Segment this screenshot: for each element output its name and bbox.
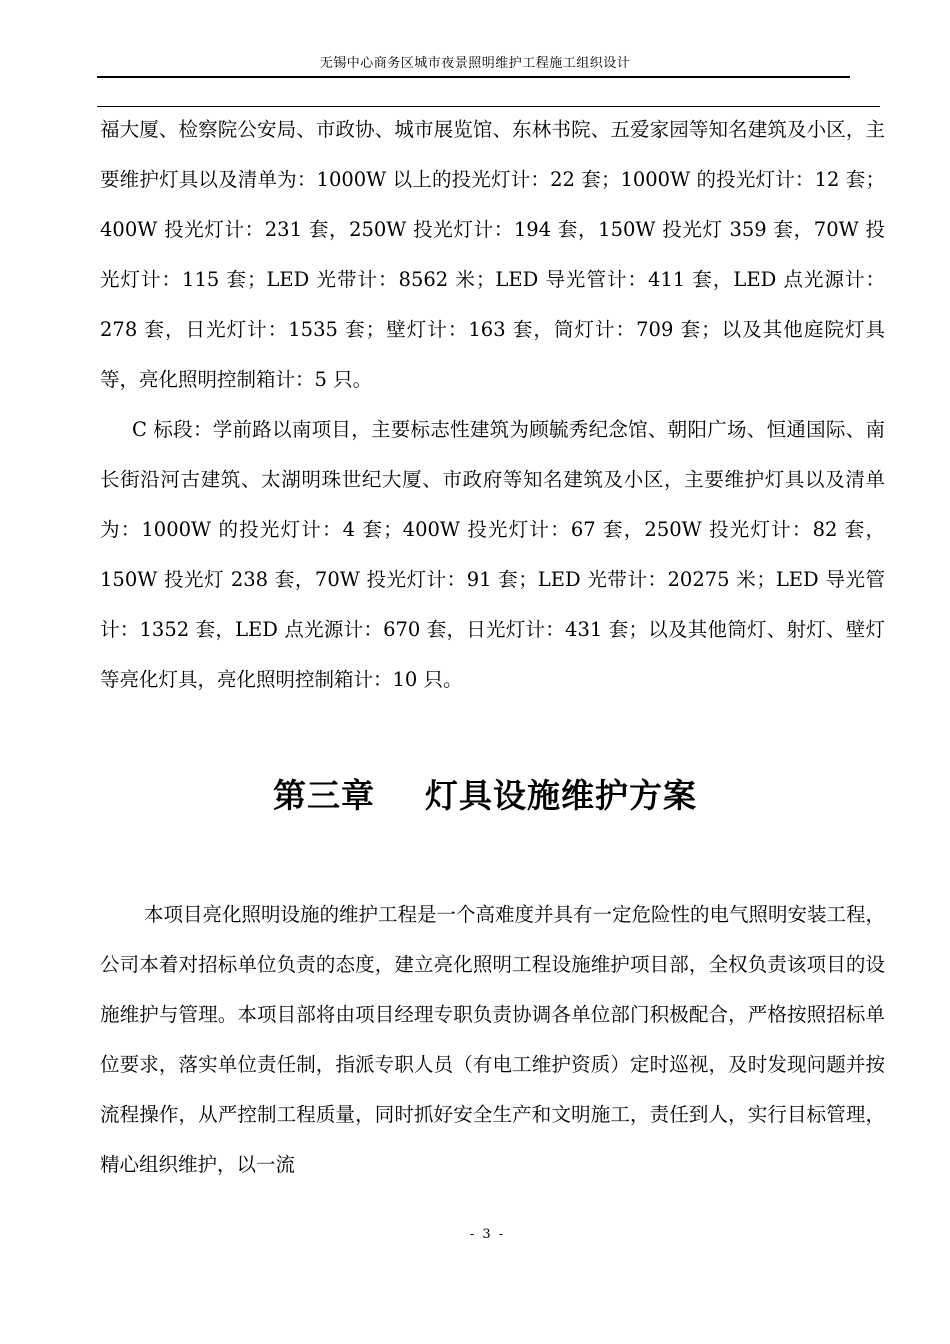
chapter-intro-paragraph: 本项目亮化照明设施的维护工程是一个高难度并具有一定危险性的电气照明安装工程，公司本着对招标单位负责的态度，建立亮化照明工程设施维护项目部，全权负责该项目的设施维护与管理。本项目部将由项目经理专职负责协调各单位部门积极配合，严格按照招标单位要求，落实单位责任制，指派专职人员（有电工维护资质）定时巡视，及时发现问题并按流程操作，从严控制工程质量，同时抓好安全生产和文明施工，责任到人，实行目标管理，精心组织维护，以一流 xyxy=(100,903,886,1176)
header-rule xyxy=(97,76,850,78)
continuation-paragraph: 福大厦、检察院公安局、市政协、城市展览馆、东林书院、五爱家园等知名建筑及小区，主要维护灯具以及清单为：1000W 以上的投光灯计：22 套；1000W 的投光灯计：12 套；400W 投光灯计：231 套，250W 投光灯计：194 套，150W 投光灯 359 套，70W 投光灯计：115 套；LED 光带计：8562 米；LED 导光管计：411 套，LED 点光源计：278 套，日光灯计：1535 套；壁灯计：163 套，筒灯计：709 套；以及其他庭院灯具等，亮化照明控制箱计：5 只。 xyxy=(100,118,885,391)
running-header: 无锡中心商务区城市夜景照明维护工程施工组织设计 xyxy=(319,56,631,71)
section-c-paragraph: C 标段：学前路以南项目，主要标志性建筑为顾毓秀纪念馆、朝阳广场、恒通国际、南长街沿河古建筑、太湖明珠世纪大厦、市政府等知名建筑及小区，主要维护灯具以及清单为：1000W 的投光灯计：4 套；400W 投光灯计：67 套，250W 投光灯计：82 套，150W 投光灯 238 套，70W 投光灯计：91 套；LED 光带计：20275 米；LED 导光管计：1352 套，LED 点光源计：670 套，日光灯计：431 套；以及其他筒灯、射灯、壁灯等亮化灯具，亮化照明控制箱计：10 只。 xyxy=(100,418,885,691)
page-number: - 3 - xyxy=(469,1227,506,1242)
chapter-heading xyxy=(0,770,950,817)
chapter-number: 第三章 xyxy=(273,776,375,815)
chapter-title-text: 灯具设施维护方案 xyxy=(425,776,697,815)
